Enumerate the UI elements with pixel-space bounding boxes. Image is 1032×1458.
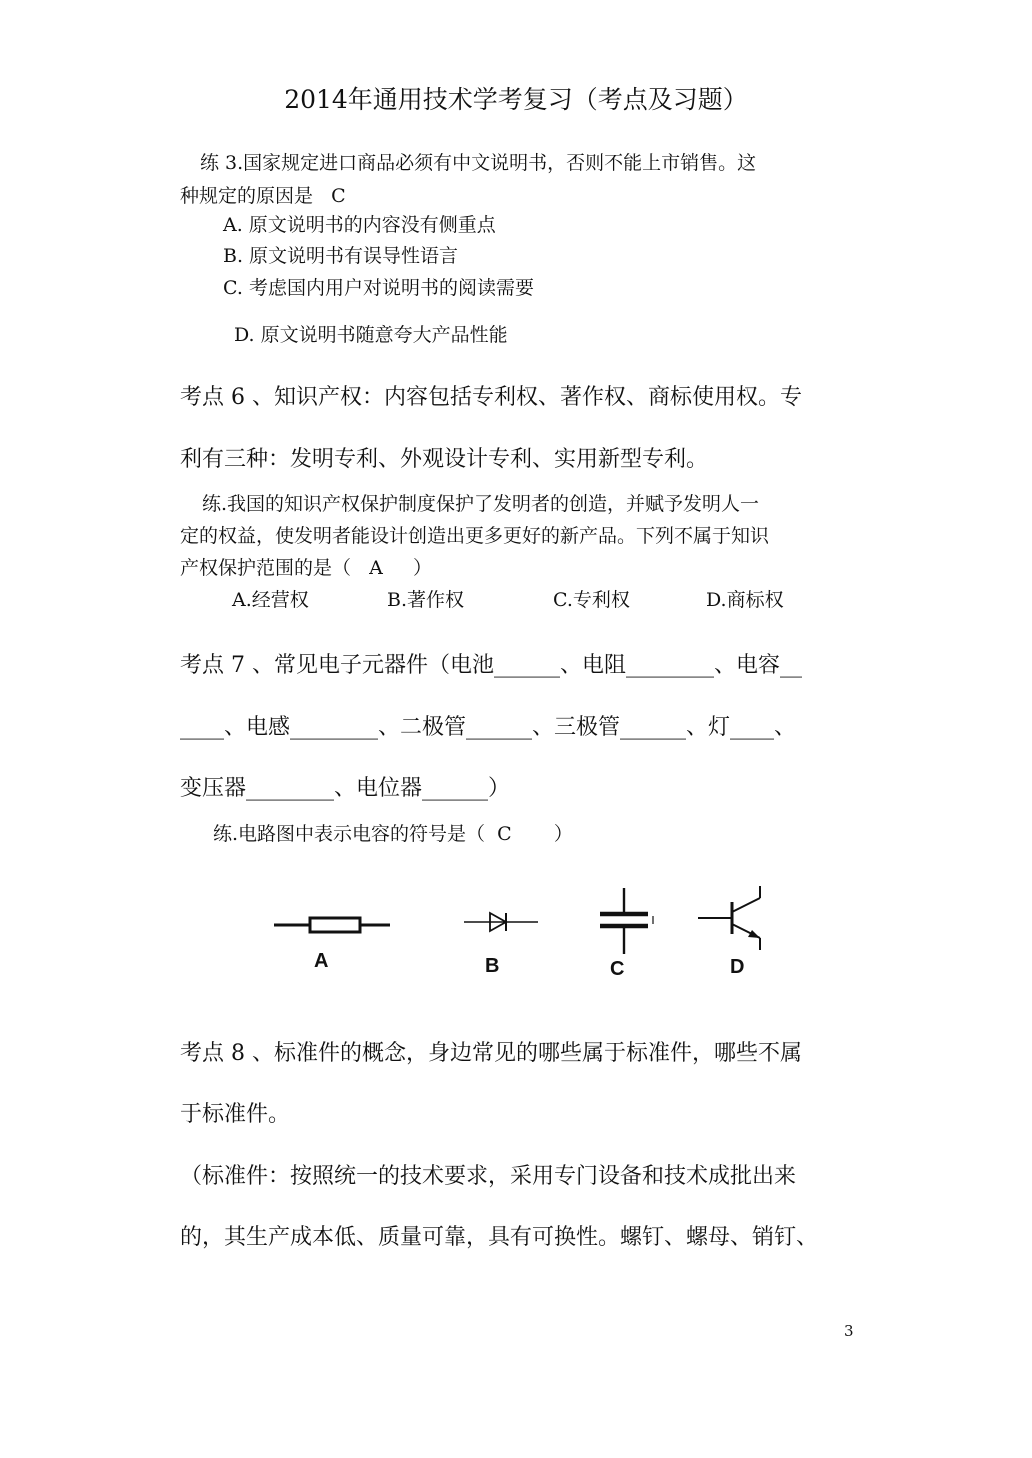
q-cap-stem: 练.电路图中表示电容的符号是（ C ） — [213, 823, 573, 845]
symbol-label-a: A — [314, 950, 329, 972]
kp8-line3: （标准件：按照统一的技术要求，采用专门设备和技术成批出来 — [180, 1164, 797, 1189]
transistor-symbol-icon — [696, 884, 768, 952]
symbol-label-c: C — [610, 958, 625, 980]
capacitor-symbol-icon — [595, 886, 659, 958]
q-ip-line3: 产权保护范围的是（ A ） — [180, 557, 433, 579]
page-title: 2014年通用技术学考复习（考点及习题） — [284, 85, 748, 114]
q-ip-option-b: B.著作权 — [387, 589, 465, 611]
kp8-line2: 于标准件。 — [180, 1102, 291, 1127]
q-ip-option-c: C.专利权 — [553, 589, 630, 611]
q3-option-b: B. 原文说明书有误导性语言 — [223, 245, 459, 267]
q3-option-d: D. 原文说明书随意夸大产品性能 — [234, 324, 508, 346]
symbol-label-d: D — [730, 956, 745, 978]
q3-stem-line2: 种规定的原因是 C — [180, 185, 346, 207]
q-ip-option-a: A.经营权 — [232, 589, 309, 611]
q-ip-line1: 练.我国的知识产权保护制度保护了发明者的创造，并赋予发明人一 — [202, 493, 760, 515]
kp7-line3: 变压器________、电位器______） — [180, 776, 511, 801]
kp6-line2: 利有三种：发明专利、外观设计专利、实用新型专利。 — [180, 447, 709, 472]
kp6-line1: 考点 6 、知识产权：内容包括专利权、著作权、商标使用权。专 — [180, 385, 802, 410]
symbol-label-b: B — [485, 955, 500, 977]
diode-symbol-icon — [462, 908, 542, 936]
kp8-line4: 的，其生产成本低、质量可靠，具有可换性。螺钉、螺母、销钉、 — [180, 1225, 819, 1250]
q-ip-option-d: D.商标权 — [706, 589, 784, 611]
page-number: 3 — [844, 1322, 854, 1340]
q3-option-a: A. 原文说明书的内容没有侧重点 — [223, 214, 496, 236]
q3-stem-line1: 练 3.国家规定进口商品必须有中文说明书，否则不能上市销售。这 — [200, 152, 757, 174]
kp7-line1: 考点 7 、常见电子元器件（电池______、电阻________、电容__ — [180, 653, 802, 678]
kp7-line2: ____、电感________、二极管______、三极管______、灯____、 — [180, 715, 797, 740]
q-ip-line2: 定的权益，使发明者能设计创造出更多更好的新产品。下列不属于知识 — [180, 525, 770, 547]
kp8-line1: 考点 8 、标准件的概念，身边常见的哪些属于标准件，哪些不属 — [180, 1041, 802, 1066]
q3-option-c: C. 考虑国内用户对说明书的阅读需要 — [223, 277, 534, 299]
resistor-symbol-icon — [270, 910, 394, 940]
